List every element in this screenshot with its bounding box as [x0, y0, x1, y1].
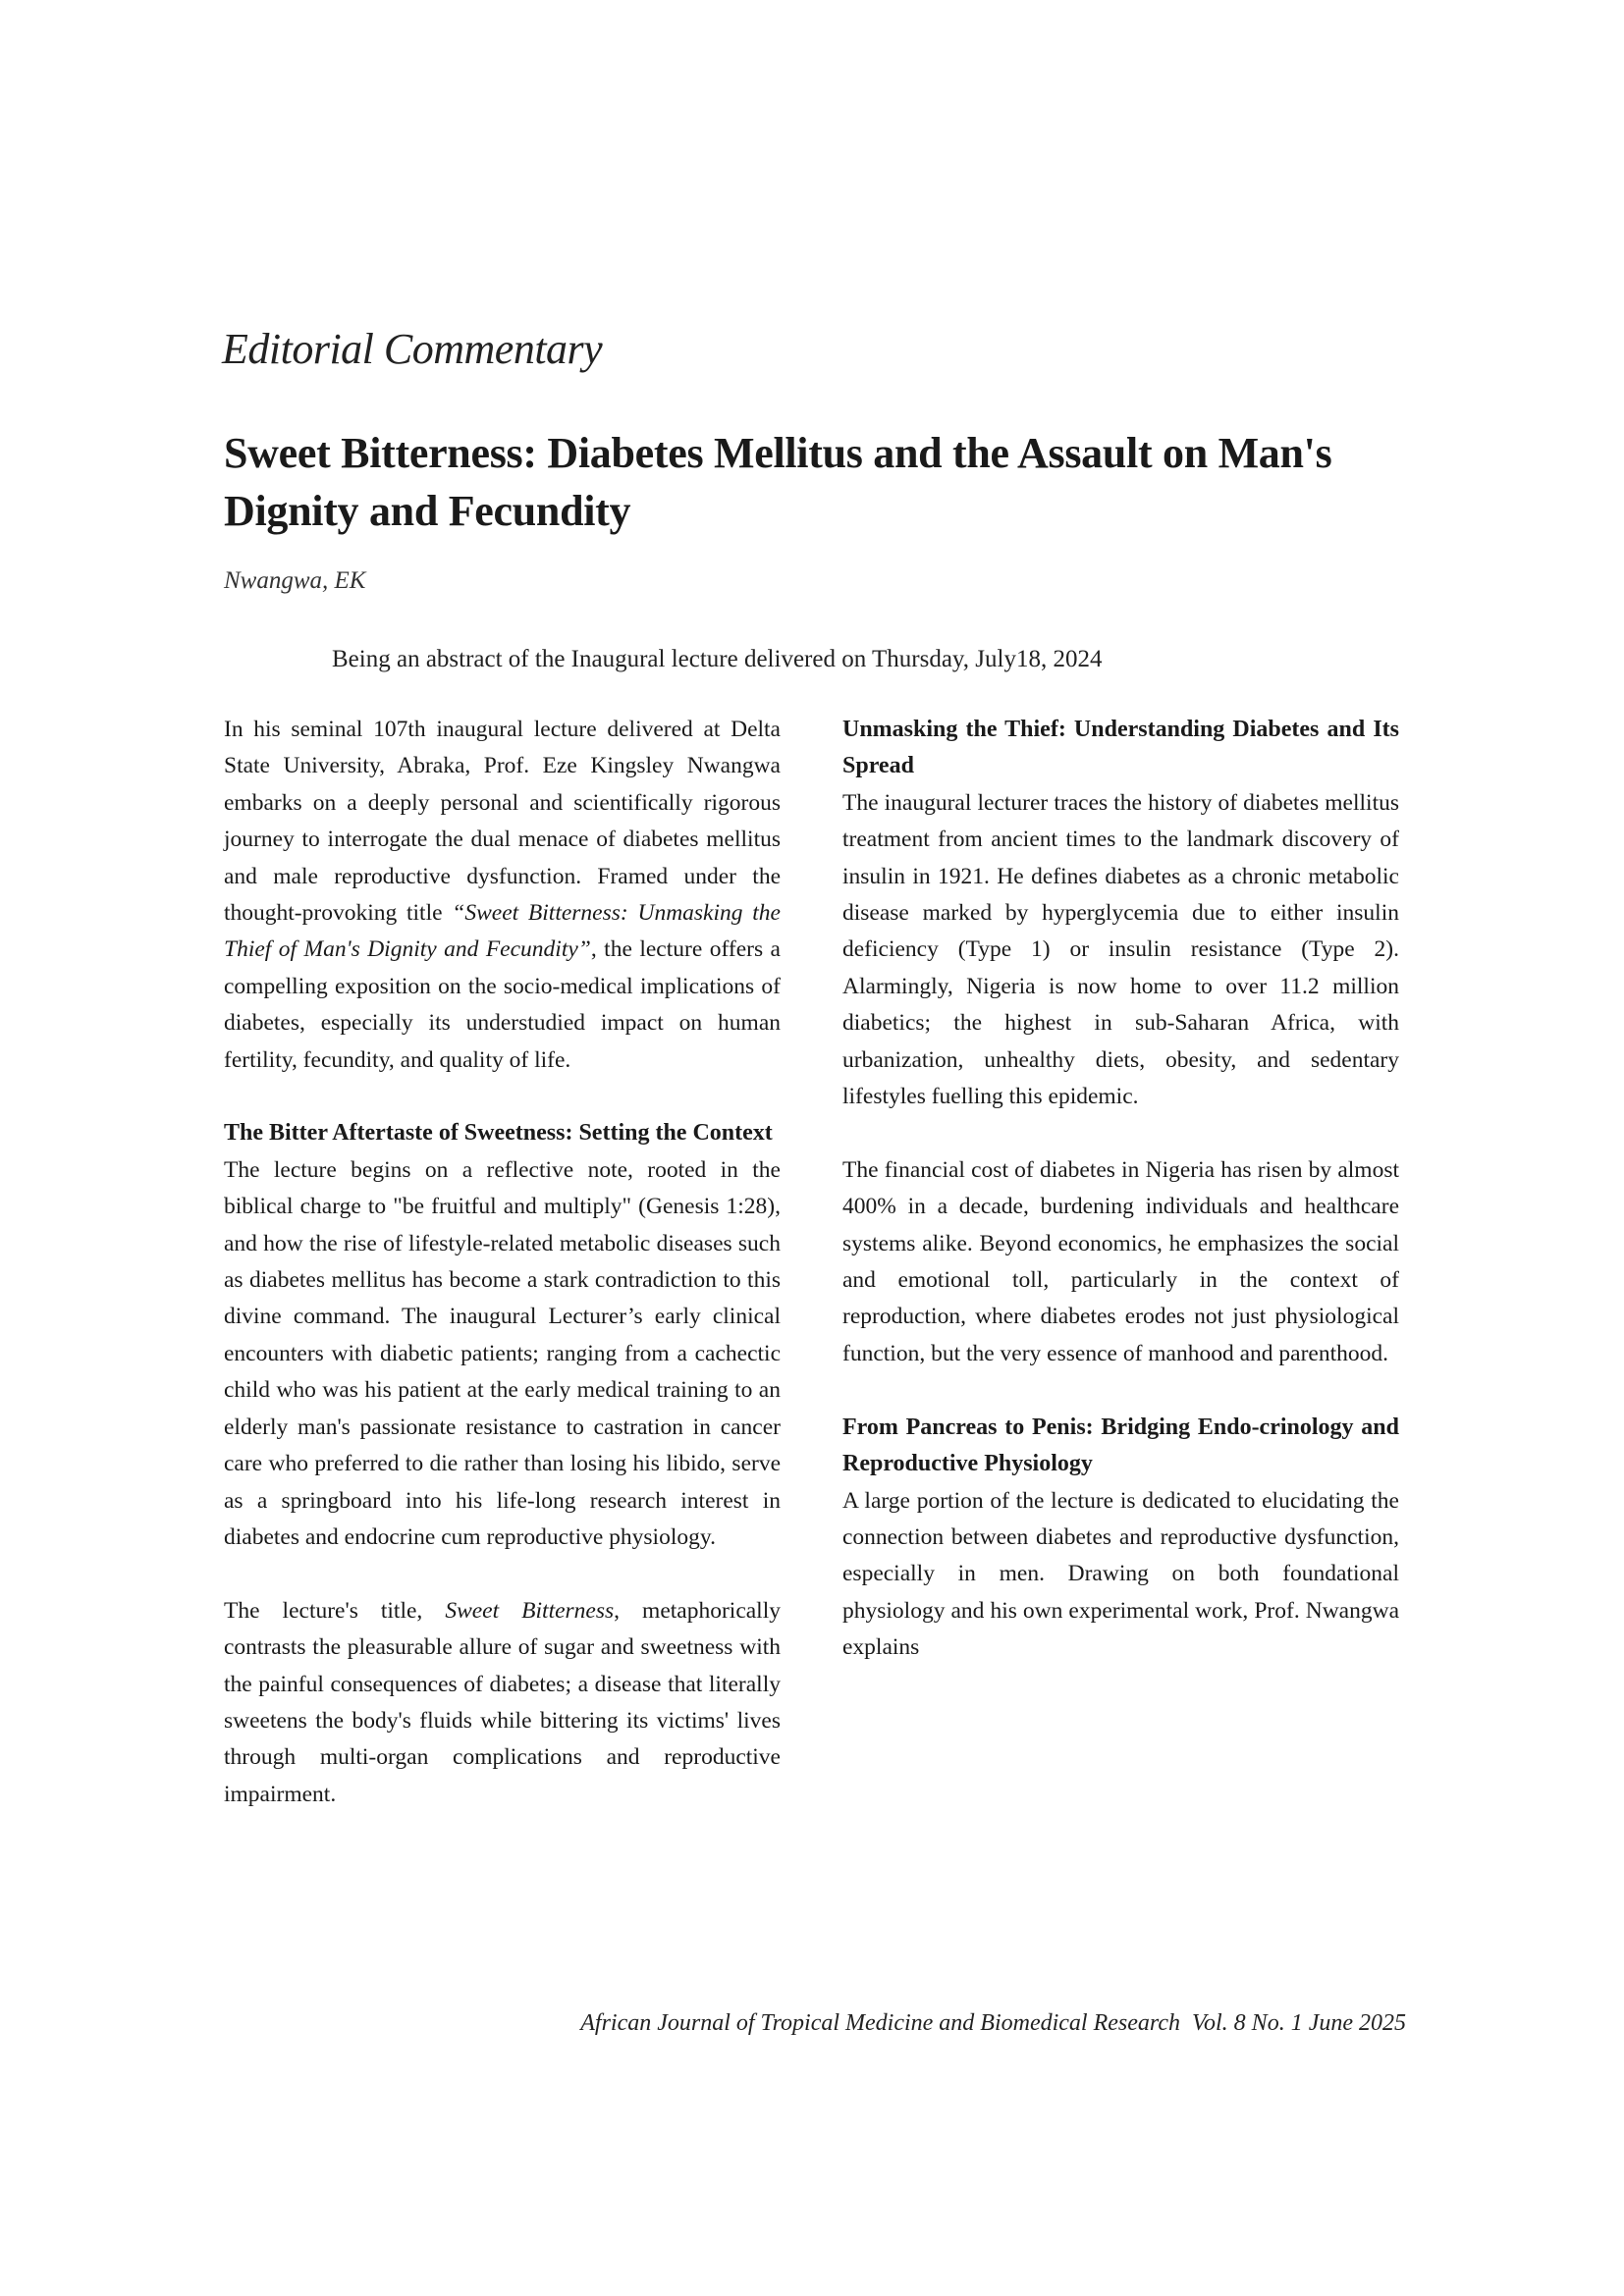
- journal-name: African Journal of Tropical Medicine and Biomedical Research: [580, 2010, 1181, 2036]
- pancreas-paragraph-1: A large portion of the lecture is dedicated to elucidating the connection between diabetes and reproductive dysfunction, especially in men. Drawing on both foundational physiology and his own experimental work, Prof. Nwangwa explains: [842, 1487, 1399, 1661]
- abstract-note: Being an abstract of the Inaugural lecture delivered on Thursday, July18, 2024: [332, 646, 1103, 672]
- intro-text-b: , the lecture offers a compelling exposition on the socio-medical implications of diabetes, especially its understudied impact on human fertility, fecundity, and quality of life.: [224, 936, 781, 1073]
- intro-paragraph: [224, 712, 781, 1079]
- section-heading-context: The Bitter Aftertaste of Sweetness: Setting the Context: [224, 1120, 773, 1147]
- section-label: Editorial Commentary: [222, 325, 603, 373]
- context-paragraph-2: [224, 1593, 781, 1813]
- thief-paragraph-1: The inaugural lecturer traces the history of diabetes mellitus treatment from ancient times to the landmark discovery of insulin in 1921. He defines diabetes as a chronic metabolic disease marked by hyperglycemia due to either insulin deficiency (Type 1) or insulin resistance (Type 2). Alarmingly, Nigeria is now home to over 11.2 million diabetics; the highest in sub-Saharan Africa, with urbanization, unhealthy diets, obesity, and sedentary lifestyles fuelling this epidemic.: [842, 789, 1399, 1110]
- thief-paragraph-2: The financial cost of diabetes in Nigeria has risen by almost 400% in a decade, burdening individuals and healthcare systems alike. Beyond economics, he emphasizes the social and emotional toll, particularly in the context of reproduction, where diabetes erodes not just physiological function, but the very essence of manhood and parenthood.: [842, 1156, 1399, 1366]
- context-paragraph-1: The lecture begins on a reflective note, rooted in the biblical charge to "be fruitful and multiply" (Genesis 1:28), and how the rise of lifestyle-related metabolic diseases such as diabetes mellitus has become a stark contradiction to this divine command. The inaugural Lecturer’s early clinical encounters with diabetic patients; ranging from a cachectic child who was his patient at the early medical training to an elderly man's passionate resistance to castration in cancer care who preferred to die rather than losing his libido, serve as a springboard into his life-long research interest in diabetes and endocrine cum reproductive physiology.: [224, 1156, 781, 1550]
- lecture-title-italic: “Sweet Bitterness: Unmasking the Thief of Man's Dignity and Fecundity”: [224, 900, 781, 963]
- journal-issue: Vol. 8 No. 1 June 2025: [1192, 2010, 1406, 2036]
- author-line: Nwangwa, EK: [224, 567, 366, 594]
- section-heading-pancreas: From Pancreas to Penis: Bridging Endo-crinology and Reproductive Physiology: [842, 1414, 1399, 1477]
- section-heading-thief: Unmasking the Thief: Understanding Diabetes and Its Spread: [842, 717, 1399, 779]
- sweet-bitterness-italic: Sweet Bitterness: [445, 1597, 615, 1624]
- intro-text-a: In his seminal 107th inaugural lecture delivered at Delta State University, Abraka, Prof. Eze Kingsley Nwangwa embarks on a deeply personal and scientifically rigorous journey to interrogate the dual menace of diabetes mellitus and male reproductive dysfunction. Framed under the thought-provoking title: [224, 717, 781, 927]
- context-p2-text-b: , metaphorically contrasts the pleasurable allure of sugar and sweetness with the painful consequences of diabetes; a disease that literally sweetens the body's fluids while bittering its victims' lives through multi-organ complications and reproductive impairment.: [224, 1597, 781, 1807]
- context-p2-text-a: The lecture's title,: [224, 1597, 446, 1624]
- article-body: [224, 712, 1399, 1988]
- article-title: Sweet Bitterness: Diabetes Mellitus and the Assault on Man's Dignity and Fecundity: [224, 429, 1332, 535]
- journal-footer: [580, 2010, 1406, 2037]
